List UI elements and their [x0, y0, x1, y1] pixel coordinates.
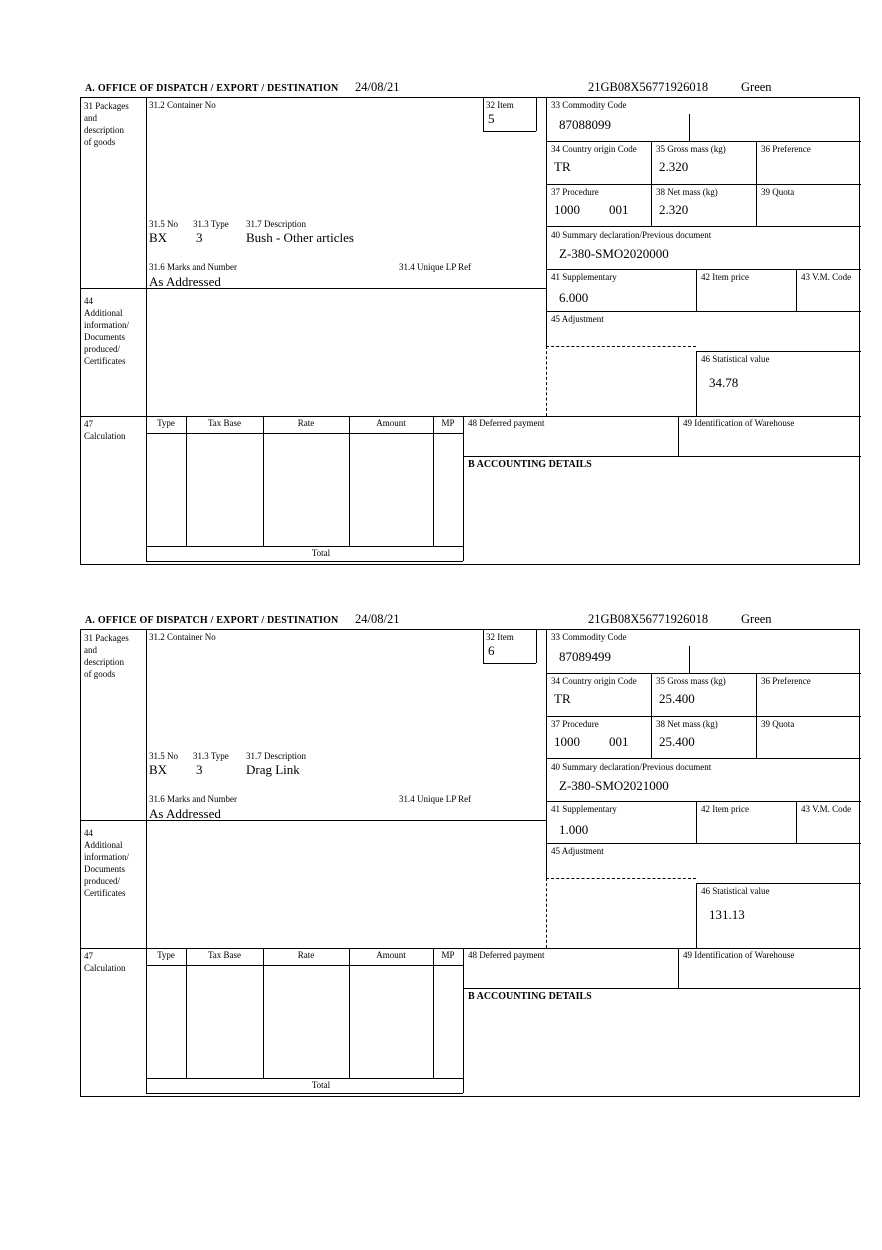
box44-label-line: produced/ — [84, 876, 120, 886]
procedure-value: 1000 — [554, 202, 580, 217]
procedure-extra-value: 001 — [609, 734, 629, 749]
description-label: 31.7 Description — [246, 751, 306, 761]
gross-mass-value: 2.320 — [659, 159, 689, 174]
divider — [546, 801, 861, 802]
divider-dashed — [546, 346, 547, 416]
divider — [146, 1078, 463, 1079]
box47-label — [84, 418, 126, 442]
box31-label-line: of goods — [84, 137, 116, 147]
warehouse-id-label: 49 Identification of Warehouse — [683, 418, 795, 428]
package-type-value: 3 — [196, 762, 203, 777]
divider — [696, 801, 697, 843]
commodity-code-label: 33 Commodity Code — [551, 632, 627, 642]
divider — [146, 1093, 463, 1094]
divider — [263, 948, 264, 1078]
item-number-value: 5 — [488, 111, 495, 126]
divider — [689, 114, 690, 141]
country-origin-value: TR — [554, 691, 571, 706]
box44-label-line: Certificates — [84, 356, 126, 366]
declaration-reference: 21GB08X56771926018 — [588, 612, 709, 626]
net-mass-label: 38 Net mass (kg) — [656, 719, 718, 729]
box44-label-line: Additional — [84, 308, 123, 318]
box47-label-line: 47 — [84, 951, 93, 961]
calc-col-rate: Rate — [297, 950, 315, 960]
calc-col-amount: Amount — [376, 950, 406, 960]
supplementary-label: 41 Supplementary — [551, 272, 617, 282]
marks-value: As Addressed — [149, 274, 221, 289]
statistical-value-label: 46 Statistical value — [701, 886, 770, 896]
divider — [678, 948, 679, 988]
divider — [546, 184, 861, 185]
unique-lp-ref-label: 31.4 Unique LP Ref — [399, 794, 472, 804]
calc-col-amount: Amount — [376, 418, 406, 428]
box44-label — [84, 827, 129, 899]
divider — [696, 351, 861, 352]
box44-label-line: information/ — [84, 852, 129, 862]
divider — [546, 843, 861, 844]
summary-declaration-label: 40 Summary declaration/Previous document — [551, 230, 712, 240]
dispatch-date: 24/08/21 — [355, 80, 400, 94]
box44-label-line: information/ — [84, 320, 129, 330]
divider — [483, 131, 536, 132]
dispatch-date: 24/08/21 — [355, 612, 400, 626]
office-of-dispatch-label: A. OFFICE OF DISPATCH / EXPORT / DESTINATION — [85, 83, 339, 94]
divider — [186, 416, 187, 546]
divider — [546, 226, 861, 227]
divider — [81, 948, 861, 949]
divider — [463, 948, 464, 1093]
summary-declaration-label: 40 Summary declaration/Previous document — [551, 762, 712, 772]
marks-label: 31.6 Marks and Number — [149, 262, 237, 272]
adjustment-label: 45 Adjustment — [551, 846, 604, 856]
divider — [696, 883, 697, 948]
calc-col-tax-base: Tax Base — [207, 418, 242, 428]
statistical-value: 34.78 — [709, 375, 739, 390]
divider-dashed — [546, 878, 547, 948]
adjustment-label: 45 Adjustment — [551, 314, 604, 324]
divider — [696, 883, 861, 884]
divider — [796, 269, 797, 311]
box47-label-line: Calculation — [84, 963, 126, 973]
divider — [146, 98, 147, 561]
procedure-value: 1000 — [554, 734, 580, 749]
divider — [463, 416, 464, 561]
box47-label — [84, 950, 126, 974]
box44-label-line: Certificates — [84, 888, 126, 898]
box47-label-line: Calculation — [84, 431, 126, 441]
divider — [146, 561, 463, 562]
goods-description-value: Drag Link — [246, 762, 300, 777]
procedure-extra-value: 001 — [609, 202, 629, 217]
box31-label-line: of goods — [84, 669, 116, 679]
divider — [433, 416, 434, 546]
container-no-label: 31.2 Container No — [149, 632, 216, 642]
divider — [546, 630, 547, 878]
box47-label-line: 47 — [84, 419, 93, 429]
divider — [263, 416, 264, 546]
divider — [186, 948, 187, 1078]
divider — [146, 546, 463, 547]
deferred-payment-label: 48 Deferred payment — [468, 950, 545, 960]
commodity-code-value: 87089499 — [559, 649, 611, 664]
gross-mass-label: 35 Gross mass (kg) — [656, 144, 726, 154]
calc-col-mp: MP — [441, 950, 455, 960]
country-origin-label: 34 Country origin Code — [551, 676, 637, 686]
calc-col-mp: MP — [441, 418, 455, 428]
marks-value: As Addressed — [149, 806, 221, 821]
box31-label-line: and — [84, 645, 97, 655]
statistical-value: 131.13 — [709, 907, 745, 922]
country-origin-value: TR — [554, 159, 571, 174]
calc-col-tax-base: Tax Base — [207, 950, 242, 960]
item-label: 32 Item — [486, 100, 514, 110]
vm-code-label: 43 V.M. Code — [801, 804, 852, 814]
package-type-label: 31.3 Type — [193, 751, 229, 761]
accounting-details-label: B ACCOUNTING DETAILS — [468, 991, 592, 1002]
country-origin-label: 34 Country origin Code — [551, 144, 637, 154]
commodity-code-label: 33 Commodity Code — [551, 100, 627, 110]
item-label: 32 Item — [486, 632, 514, 642]
calc-total-label: Total — [311, 1080, 331, 1090]
divider — [546, 716, 861, 717]
divider — [146, 965, 463, 966]
box31-label-line: and — [84, 113, 97, 123]
calc-col-type: Type — [157, 950, 175, 960]
box31-label-line: description — [84, 657, 124, 667]
box44-label-line: Documents — [84, 332, 125, 342]
supplementary-label: 41 Supplementary — [551, 804, 617, 814]
gross-mass-value: 25.400 — [659, 691, 695, 706]
deferred-payment-label: 48 Deferred payment — [468, 418, 545, 428]
package-type-label: 31.3 Type — [193, 219, 229, 229]
box44-label — [84, 295, 129, 367]
divider — [536, 630, 537, 663]
summary-declaration-value: Z-380-SMO2020000 — [559, 246, 669, 261]
item-price-label: 42 Item price — [701, 272, 749, 282]
calc-total-label: Total — [311, 548, 331, 558]
divider — [536, 98, 537, 131]
package-type-value: 3 — [196, 230, 203, 245]
divider — [546, 758, 861, 759]
box31-label-line: description — [84, 125, 124, 135]
divider — [483, 98, 484, 131]
package-no-label: 31.5 No — [149, 219, 178, 229]
divider — [463, 988, 861, 989]
unique-lp-ref-label: 31.4 Unique LP Ref — [399, 262, 472, 272]
divider — [349, 948, 350, 1078]
divider-dashed — [546, 346, 696, 347]
declaration-form — [80, 97, 860, 565]
route-status: Green — [741, 612, 772, 626]
divider — [81, 416, 861, 417]
net-mass-value: 2.320 — [659, 202, 689, 217]
preference-label: 36 Preference — [761, 144, 811, 154]
net-mass-label: 38 Net mass (kg) — [656, 187, 718, 197]
accounting-details-label: B ACCOUNTING DETAILS — [468, 459, 592, 470]
calc-col-rate: Rate — [297, 418, 315, 428]
box44-label-line: Additional — [84, 840, 123, 850]
box44-label-line: 44 — [84, 828, 93, 838]
divider — [546, 311, 861, 312]
divider — [546, 269, 861, 270]
divider — [463, 456, 861, 457]
vm-code-label: 43 V.M. Code — [801, 272, 852, 282]
divider — [546, 673, 861, 674]
box44-label-line: 44 — [84, 296, 93, 306]
item-price-label: 42 Item price — [701, 804, 749, 814]
goods-description-value: Bush - Other articles — [246, 230, 354, 245]
declaration-reference: 21GB08X56771926018 — [588, 80, 709, 94]
divider — [689, 646, 690, 673]
supplementary-value: 1.000 — [559, 822, 589, 837]
divider — [349, 416, 350, 546]
box31-label — [84, 632, 129, 680]
package-no-value: BX — [149, 762, 168, 777]
statistical-value-label: 46 Statistical value — [701, 354, 770, 364]
box44-label-line: Documents — [84, 864, 125, 874]
marks-label: 31.6 Marks and Number — [149, 794, 237, 804]
preference-label: 36 Preference — [761, 676, 811, 686]
box31-label-line: 31 Packages — [84, 633, 129, 643]
divider — [546, 98, 547, 346]
gross-mass-label: 35 Gross mass (kg) — [656, 676, 726, 686]
divider — [696, 269, 697, 311]
calc-col-type: Type — [157, 418, 175, 428]
container-no-label: 31.2 Container No — [149, 100, 216, 110]
divider — [546, 141, 861, 142]
divider — [433, 948, 434, 1078]
declaration-form — [80, 629, 860, 1097]
package-no-label: 31.5 No — [149, 751, 178, 761]
divider — [483, 630, 484, 663]
warehouse-id-label: 49 Identification of Warehouse — [683, 950, 795, 960]
commodity-code-value: 87088099 — [559, 117, 611, 132]
declaration-section-item-5 — [0, 80, 882, 580]
procedure-label: 37 Procedure — [551, 187, 599, 197]
divider — [483, 663, 536, 664]
box44-label-line: produced/ — [84, 344, 120, 354]
box31-label-line: 31 Packages — [84, 101, 129, 111]
quota-label: 39 Quota — [761, 187, 795, 197]
supplementary-value: 6.000 — [559, 290, 589, 305]
quota-label: 39 Quota — [761, 719, 795, 729]
divider — [678, 416, 679, 456]
divider — [146, 630, 147, 1093]
divider — [796, 801, 797, 843]
divider-dashed — [546, 878, 696, 879]
divider — [696, 351, 697, 416]
net-mass-value: 25.400 — [659, 734, 695, 749]
route-status: Green — [741, 80, 772, 94]
description-label: 31.7 Description — [246, 219, 306, 229]
box31-label — [84, 100, 129, 148]
package-no-value: BX — [149, 230, 168, 245]
divider — [146, 433, 463, 434]
summary-declaration-value: Z-380-SMO2021000 — [559, 778, 669, 793]
declaration-section-item-6 — [0, 612, 882, 1112]
item-number-value: 6 — [488, 643, 495, 658]
procedure-label: 37 Procedure — [551, 719, 599, 729]
office-of-dispatch-label: A. OFFICE OF DISPATCH / EXPORT / DESTINATION — [85, 615, 339, 626]
